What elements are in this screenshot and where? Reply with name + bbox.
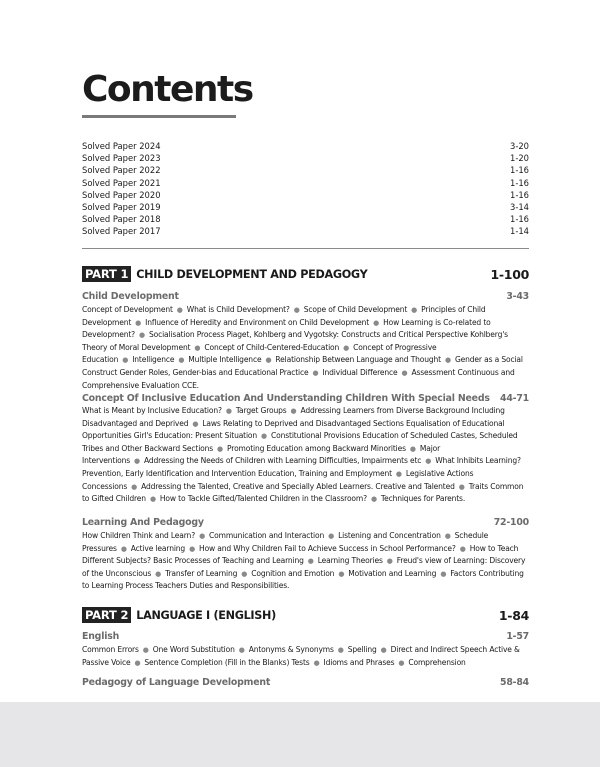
topic-item: Schedule Pressures (82, 531, 489, 553)
topic-item: How Children Think and Learn? (82, 531, 196, 540)
topics-list (82, 405, 531, 506)
part-badge: PART 1 (82, 266, 131, 282)
bullet-separator-icon: ● (313, 658, 320, 667)
bullet-separator-icon: ● (307, 557, 314, 566)
paper-name: Solved Paper 2022 (82, 165, 161, 176)
section-heading: English (82, 631, 120, 642)
topic-item: Cognition and Emotion (251, 568, 335, 578)
paper-pages: 1-16 (509, 189, 529, 200)
paper-name: Solved Paper 2024 (82, 141, 161, 151)
bullet-separator-icon: ● (343, 343, 350, 352)
topic-item: Listening and Concentration (338, 531, 441, 540)
topic-item: Assessment Continuous and Comprehensive Evaluation CCE. (82, 367, 515, 390)
topic-item: How to Tackle Gifted/Talented Children in the Classroom? (159, 494, 367, 504)
topic-item: Factors Contributing to Learning Process Teachers Duties and Responsibilities. (82, 568, 524, 591)
topic-item: Antonyms & Synonyms (248, 645, 334, 654)
topic-item: Active learning (130, 543, 186, 553)
bullet-separator-icon: ● (458, 482, 465, 491)
topic-item: Constitutional Provisions Education of Scheduled Castes, Scheduled Tribes and Other Backward Sections (82, 431, 518, 453)
topic-item: One Word Substitution (152, 645, 235, 654)
paper-pages: 1-14 (509, 226, 529, 237)
topic-item: Learning Theories (317, 556, 383, 566)
part-page-range: 1-84 (498, 607, 529, 623)
bullet-separator-icon: ● (199, 532, 206, 540)
section-learning-pedagogy[interactable] (82, 516, 529, 529)
topic-item: Addressing the Needs of Children with Learning Difficulties, Impairments etc (144, 456, 422, 466)
section-heading: Child Development (82, 291, 179, 302)
bullet-separator-icon: ● (380, 646, 387, 654)
bullet-separator-icon: ● (135, 318, 142, 327)
topic-item: Legislative Actions Concessions (82, 468, 474, 491)
topic-item: Spelling (347, 645, 377, 654)
bullet-separator-icon: ● (386, 557, 393, 566)
bullet-separator-icon: ● (459, 544, 466, 553)
section-pedagogy-language[interactable] (82, 676, 529, 689)
bullet-separator-icon: ● (373, 318, 380, 327)
topic-item: Traits Common to Gifted Children (82, 481, 524, 504)
part-2-header[interactable] (82, 607, 529, 623)
topic-item: Major Interventions (82, 443, 441, 466)
bullet-separator-icon: ● (131, 482, 138, 491)
solved-paper-row[interactable] (82, 152, 529, 164)
section-english[interactable] (82, 630, 529, 643)
topic-item: Target Groups (235, 406, 287, 415)
section-page-range: 72-100 (493, 517, 529, 528)
bullet-separator-icon: ● (370, 495, 377, 504)
paper-pages: 1-16 (509, 165, 529, 176)
bullet-separator-icon: ● (293, 306, 300, 314)
paper-name: Solved Paper 2023 (82, 153, 161, 164)
bullet-separator-icon: ● (409, 444, 416, 453)
paper-pages: 3-20 (509, 141, 529, 151)
topic-item: Influence of Heredity and Environment on Child Development (145, 317, 370, 327)
part-title: CHILD DEVELOPMENT AND PEDAGOGY (136, 267, 368, 281)
bullet-separator-icon: ● (139, 331, 145, 340)
topic-item: Laws Relating to Deprived and Disadvantaged Sections Equalisation of Educational Opportunities Girl's Education: Present Situation (82, 418, 505, 441)
bullet-separator-icon: ● (241, 569, 248, 578)
paper-name: Solved Paper 2018 (82, 214, 161, 225)
topic-item: Direct and Indirect Speech Active & Passive Voice (82, 645, 520, 667)
bullet-separator-icon: ● (261, 432, 268, 441)
paper-name: Solved Paper 2017 (82, 226, 161, 237)
topic-item: Communication and Interaction (209, 531, 325, 540)
part-title: LANGUAGE I (ENGLISH) (136, 608, 276, 622)
bullet-separator-icon: ● (338, 569, 345, 578)
bullet-separator-icon: ● (312, 368, 319, 377)
bullet-separator-icon: ● (225, 407, 232, 415)
title-underline (82, 115, 236, 118)
bullet-separator-icon: ● (176, 306, 183, 314)
bullet-separator-icon: ● (122, 356, 129, 365)
topic-item: Techniques for Parents. (380, 494, 466, 504)
part-page-range: 1-100 (490, 266, 529, 282)
topic-item: Multiple Intelligence (188, 355, 262, 365)
solved-paper-row[interactable] (82, 189, 529, 201)
bullet-separator-icon: ● (238, 646, 245, 654)
topics-list (82, 644, 531, 669)
topic-item: Relationship Between Language and Thought (275, 355, 441, 365)
bullet-separator-icon: ● (192, 419, 199, 428)
bullet-separator-icon: ● (444, 532, 451, 540)
section-page-range: 44-71 (500, 393, 529, 404)
bullet-separator-icon: ● (290, 407, 297, 415)
section-heading: Learning And Pedagogy (82, 517, 204, 528)
section-page-range: 58-84 (500, 677, 529, 688)
solved-paper-row[interactable] (82, 177, 529, 189)
solved-paper-row[interactable] (82, 164, 529, 176)
page-title: Contents (82, 69, 253, 110)
bullet-separator-icon: ● (425, 457, 432, 466)
bullet-separator-icon: ● (401, 368, 408, 377)
solved-paper-row[interactable] (82, 140, 529, 152)
section-heading: Concept Of Inclusive Education And Understanding Children With Special Needs (82, 393, 490, 404)
section-divider (82, 248, 529, 249)
topic-item: Sentence Completion (Fill in the Blanks) Tests (144, 657, 310, 667)
topic-item: Comprehension (408, 657, 466, 667)
bullet-separator-icon: ● (194, 343, 201, 352)
part-badge: PART 2 (82, 607, 131, 623)
bullet-separator-icon: ● (189, 544, 196, 553)
solved-paper-row[interactable] (82, 213, 529, 225)
paper-pages: 1-16 (509, 177, 529, 188)
topic-item: What is Child Development? (186, 305, 290, 314)
bullet-separator-icon: ● (411, 306, 418, 314)
topic-item: Addressing Learners from Diverse Background Including Disadvantaged and Deprived (82, 406, 505, 428)
bullet-separator-icon: ● (149, 495, 156, 504)
topic-item: Principles of Child Development (82, 305, 486, 327)
topic-item: Addressing the Talented, Creative and Specially Abled Learners. Creative and Talented (141, 481, 455, 491)
bullet-separator-icon: ● (217, 444, 224, 453)
paper-name: Solved Paper 2019 (82, 201, 161, 212)
topic-item: Idioms and Phrases (323, 657, 395, 667)
solved-paper-row[interactable] (82, 225, 529, 237)
topic-item: How and Why Children Fail to Achieve Success in School Performance? (199, 543, 456, 553)
paper-pages: 1-20 (509, 153, 529, 164)
solved-papers-list (82, 140, 529, 238)
section-child-development[interactable] (82, 290, 529, 303)
bullet-separator-icon: ● (134, 457, 141, 466)
topic-item: Concept of Development (82, 305, 173, 314)
bullet-separator-icon: ● (328, 532, 335, 540)
paper-name: Solved Paper 2020 (82, 189, 161, 200)
bullet-separator-icon: ● (395, 469, 402, 478)
topic-item: Scope of Child Development (303, 305, 408, 314)
section-inclusive-education[interactable] (82, 392, 529, 405)
topic-item: Individual Difference (322, 367, 398, 377)
topic-item: Concept of Child-Centered-Education (204, 342, 340, 352)
section-heading: Pedagogy of Language Development (82, 677, 271, 688)
paper-pages: 1-16 (509, 214, 529, 225)
bullet-separator-icon: ● (265, 356, 272, 365)
topics-list (82, 530, 531, 592)
paper-name: Solved Paper 2021 (82, 177, 161, 188)
topic-item: Motivation and Learning (348, 568, 437, 578)
bullet-separator-icon: ● (155, 569, 162, 578)
page-bottom-margin (0, 702, 600, 767)
topic-item: How to Teach Different Subjects? Basic Processes of Teaching and Learning (82, 543, 519, 566)
topic-item: What Inhibits Learning? Prevention, Early Identification and Intervention Education, Training and Employment (82, 456, 521, 478)
topic-item: What is Meant by Inclusive Education? (82, 406, 222, 415)
topic-item: Gender as a Social Construct Gender Roles, Gender-bias and Educational Practice (82, 355, 523, 377)
bullet-separator-icon: ● (440, 569, 447, 578)
bullet-separator-icon: ● (444, 356, 451, 365)
topic-item: How Learning is Co-related to Development? (82, 317, 491, 340)
topic-item: Socialisation Process Piaget, Kohlberg and Vygotsky: Constructs and Critical Perspective Kohlberg's Theory of Moral Development (82, 330, 508, 352)
part-1-header[interactable] (82, 266, 529, 282)
topics-list (82, 304, 531, 391)
paper-pages: 3-14 (509, 201, 529, 212)
solved-paper-row[interactable] (82, 201, 529, 213)
bullet-separator-icon: ● (134, 658, 141, 667)
bullet-separator-icon: ● (398, 658, 405, 667)
topic-item: Freud's view of Learning: Discovery of the Unconscious (82, 556, 526, 578)
topic-item: Common Errors (82, 645, 139, 654)
topic-item: Transfer of Learning (165, 568, 238, 578)
bullet-separator-icon: ● (120, 544, 127, 553)
bullet-separator-icon: ● (178, 356, 185, 365)
bullet-separator-icon: ● (142, 646, 149, 654)
section-page-range: 1-57 (506, 631, 529, 642)
topic-item: Promoting Education among Backward Minorities (227, 443, 406, 453)
section-page-range: 3-43 (506, 291, 529, 302)
topic-item: Concept of Progressive Education (82, 342, 437, 365)
topic-item: Intelligence (132, 355, 175, 365)
bullet-separator-icon: ● (337, 646, 344, 654)
